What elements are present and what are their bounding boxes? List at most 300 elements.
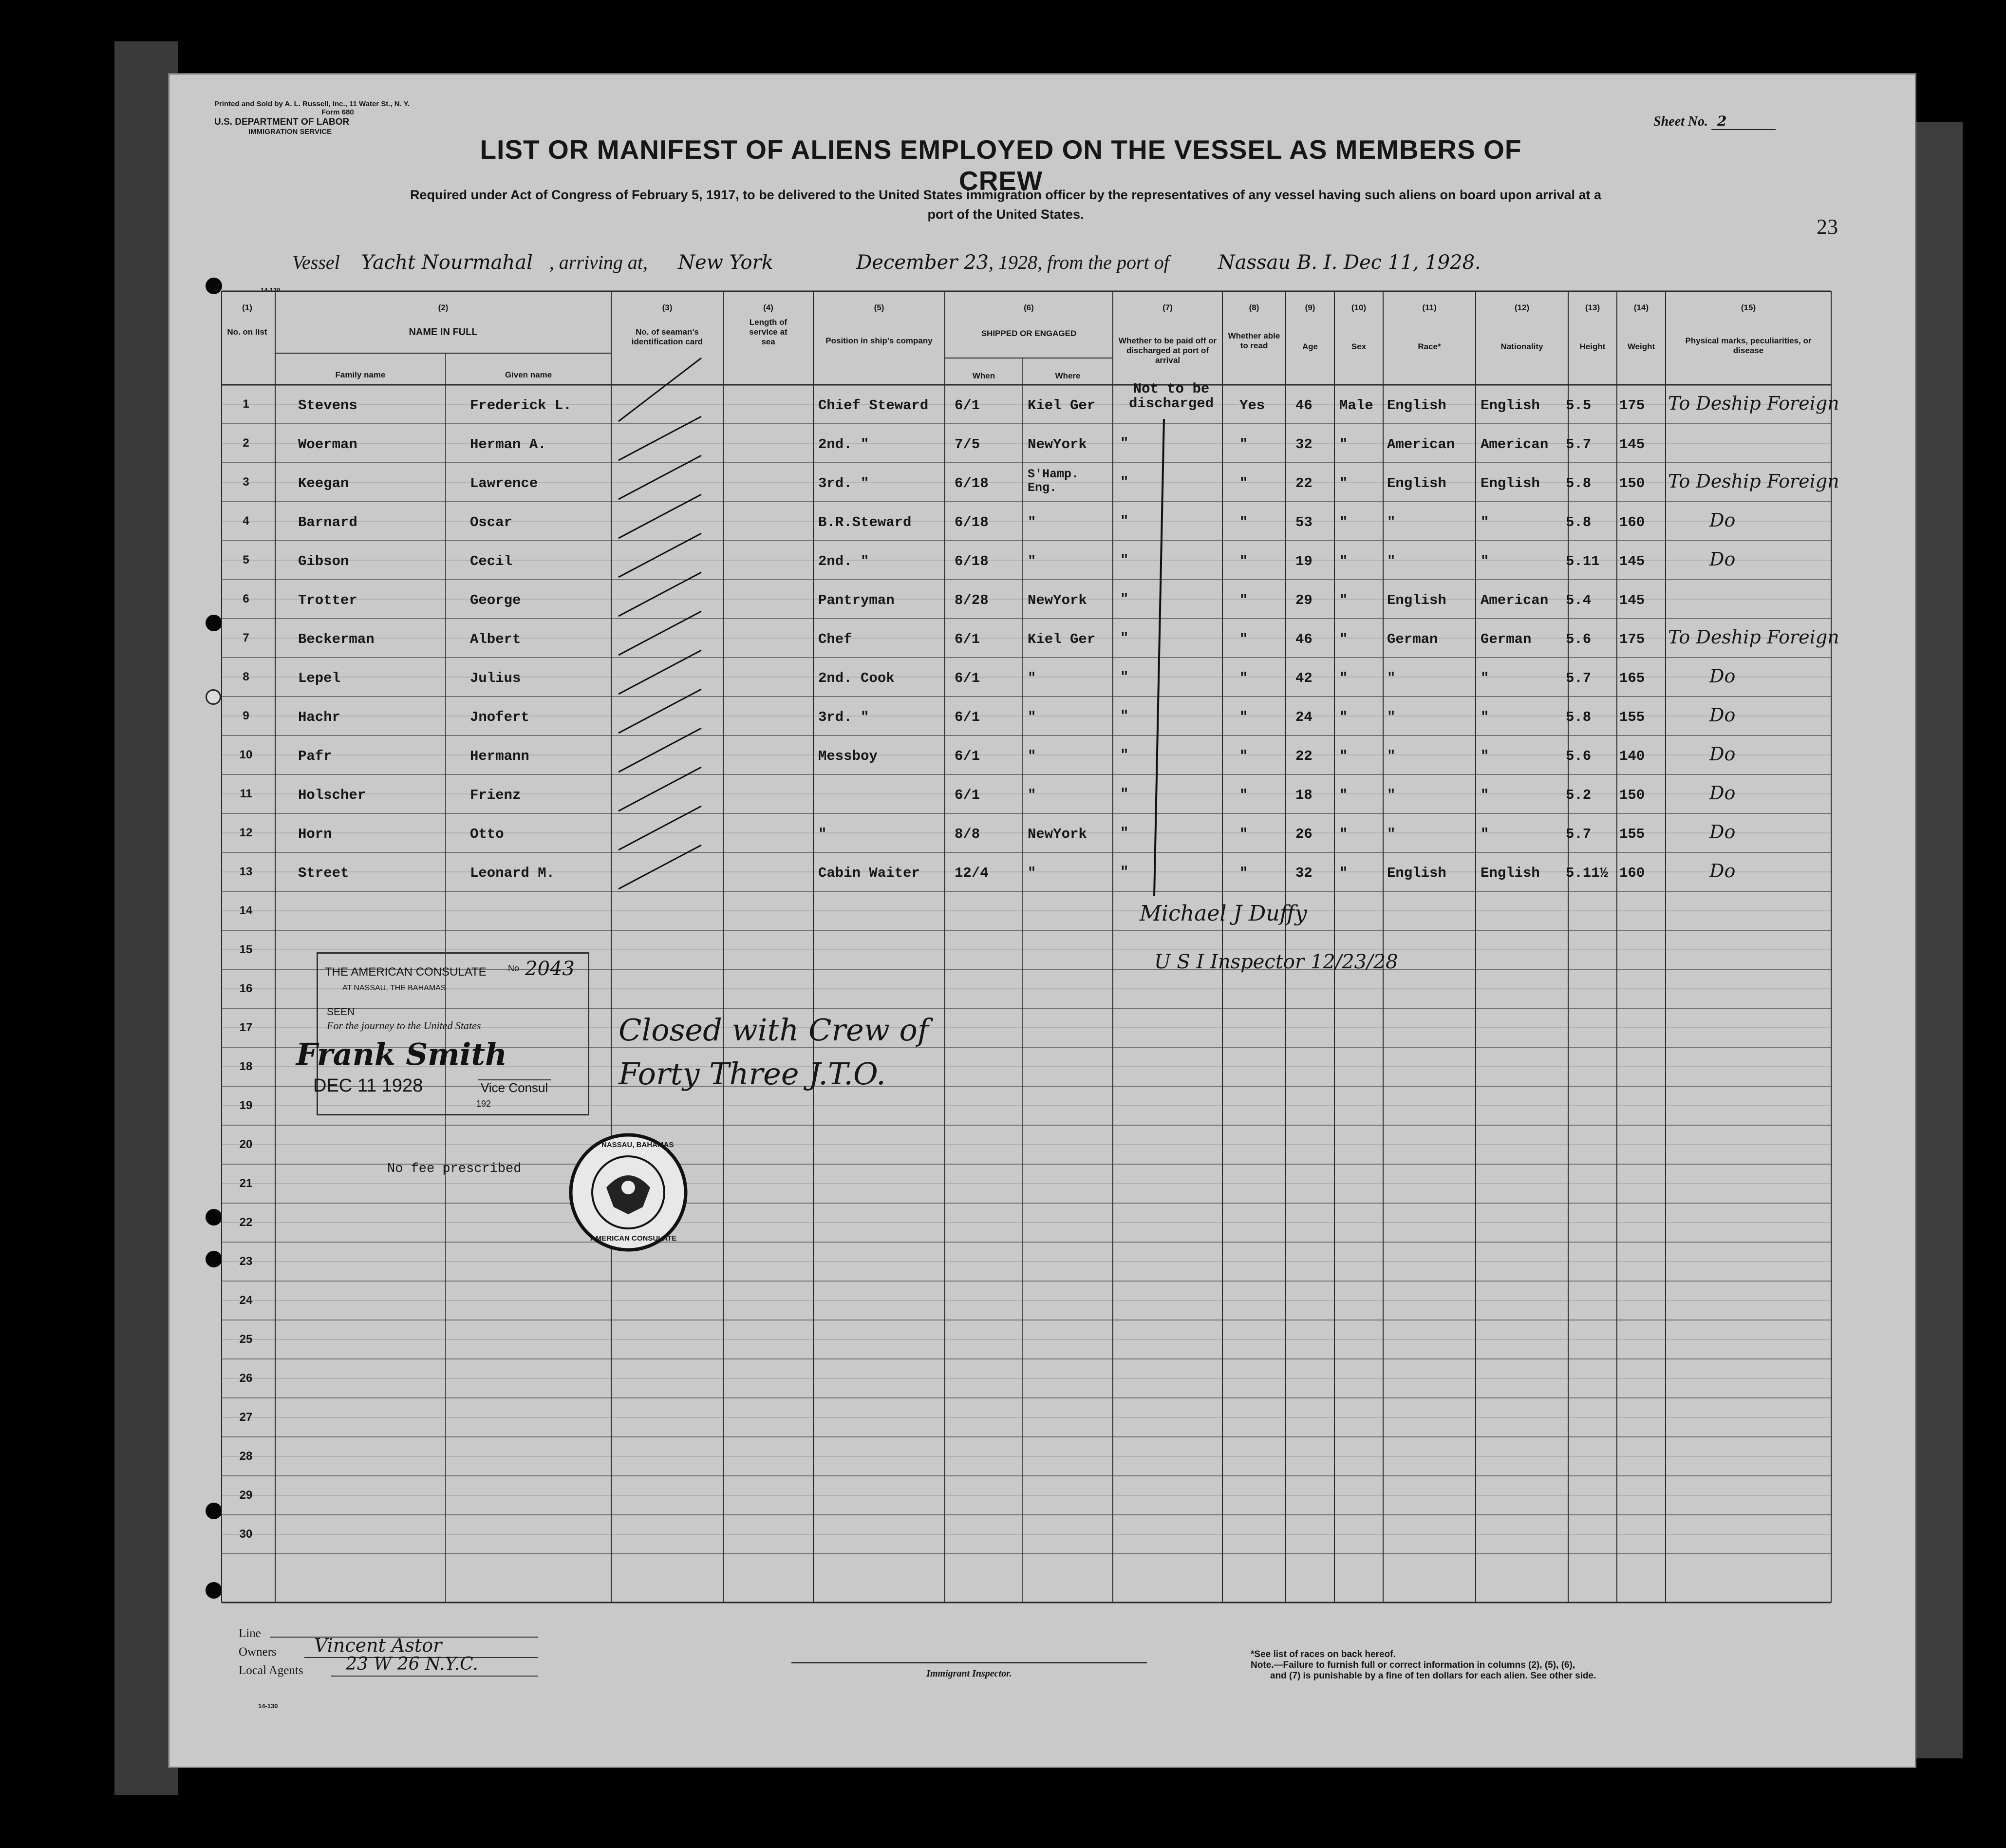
given-name: Albert (470, 631, 521, 647)
family-name: Gibson (298, 553, 349, 569)
position: 2nd. " (818, 436, 869, 453)
family-name: Horn (298, 826, 332, 842)
row-number: 3 (243, 475, 249, 489)
race: German (1387, 631, 1438, 647)
col-15-number: (15) (1741, 303, 1756, 312)
able-to-read: " (1239, 787, 1248, 803)
col-11-number: (11) (1422, 303, 1437, 312)
row-number: 10 (239, 748, 253, 761)
physical-marks: To Deship Foreign (1668, 393, 1839, 414)
given-name: George (470, 592, 521, 608)
col-8-number: (8) (1249, 303, 1259, 312)
arrival-date: December 23 (856, 251, 989, 274)
weight: 140 (1619, 748, 1645, 764)
paid-off: " (1120, 630, 1129, 646)
position: Cabin Waiter (818, 865, 920, 881)
physical-marks: Do (1709, 704, 1736, 726)
shipped-when: 6/18 (955, 475, 989, 491)
footer-left (239, 1624, 303, 1680)
physical-marks: Do (1709, 743, 1736, 765)
weight: 155 (1619, 826, 1645, 842)
height: 5.8 (1566, 709, 1592, 725)
race: American (1387, 436, 1455, 453)
given-name: Frienz (470, 787, 521, 803)
able-to-read: " (1239, 748, 1248, 764)
family-name: Trotter (298, 592, 357, 608)
age: 22 (1295, 748, 1312, 764)
sheet-label: Sheet No. (1653, 114, 1708, 129)
given-name: Lawrence (470, 475, 538, 491)
given-name: Otto (470, 826, 504, 842)
given-name: Cecil (470, 553, 513, 569)
from-label: , from the port of (1037, 251, 1169, 273)
physical-marks: Do (1709, 548, 1736, 570)
row-number: 21 (239, 1177, 253, 1190)
height: 5.7 (1566, 436, 1592, 453)
physical-marks: Do (1709, 782, 1736, 804)
race: " (1387, 787, 1396, 803)
line-value-line (270, 1637, 538, 1638)
grid-line (619, 455, 701, 499)
grid-line (619, 845, 701, 889)
arrival-port: New York (678, 251, 773, 274)
page-number: 23 (1817, 215, 1838, 239)
nationality: German (1481, 631, 1532, 647)
nationality: " (1481, 709, 1489, 725)
col-15-header: Physical marks, peculiarities, or disease (1685, 336, 1812, 355)
col-1-header: No. on list (227, 327, 267, 337)
col-6-header: SHIPPED OR ENGAGED (981, 329, 1077, 338)
footer-notes (1251, 1649, 1596, 1681)
weight: 175 (1619, 397, 1645, 414)
height: 5.8 (1566, 514, 1592, 530)
position: " (818, 826, 827, 842)
able-to-read: " (1239, 592, 1248, 608)
consulate-stamp (296, 952, 589, 1115)
agents-value-line (331, 1654, 538, 1677)
nationality: English (1481, 865, 1540, 881)
col-12-header: Nationality (1500, 342, 1543, 351)
grid-line (619, 728, 701, 772)
race: " (1387, 748, 1396, 764)
arrival-year: , 1928 (989, 251, 1037, 273)
height: 5.7 (1566, 826, 1592, 842)
weight: 150 (1619, 475, 1645, 491)
shipped-where: Kiel Ger (1028, 631, 1096, 647)
sex: " (1339, 865, 1348, 881)
sex: " (1339, 475, 1348, 491)
grid-line (619, 358, 701, 421)
col-6a-header: When (972, 371, 995, 380)
able-to-read: " (1239, 514, 1248, 530)
col-13-header: Height (1579, 342, 1606, 351)
nationality: American (1481, 592, 1549, 608)
able-to-read: " (1239, 475, 1248, 491)
paid-off: " (1120, 435, 1129, 452)
paid-off: Not to be discharged (1128, 381, 1214, 412)
row-number: 11 (240, 787, 252, 800)
row-number: 14 (239, 904, 253, 917)
sex: " (1339, 748, 1348, 764)
shipped-when: 8/8 (955, 826, 980, 842)
shipped-where: " (1028, 670, 1036, 686)
height: 5.6 (1566, 631, 1592, 647)
sex: " (1339, 826, 1348, 842)
form-title: LIST OR MANIFEST OF ALIENS EMPLOYED ON THE VESSEL AS MEMBERS OF CREW (480, 134, 1522, 196)
shipped-where: " (1028, 748, 1036, 764)
position: B.R.Steward (818, 514, 912, 530)
col-2-number: (2) (438, 303, 449, 312)
col-11-header: Race* (1418, 342, 1441, 351)
grid-line (619, 806, 701, 850)
physical-marks: To Deship Foreign (1668, 626, 1839, 648)
row-number: 20 (239, 1138, 253, 1151)
stamp-number-label: No (508, 963, 520, 973)
vessel-name: Yacht Nourmahal (361, 251, 533, 274)
position: Chief Steward (818, 397, 929, 414)
race: English (1387, 865, 1446, 881)
col-5-header: Position in ship's company (825, 336, 933, 345)
stamp-purpose: For the journey to the United States (327, 1019, 481, 1032)
race: " (1387, 826, 1396, 842)
row-number: 29 (239, 1489, 253, 1502)
immigrant-inspector-label: Immigrant Inspector. (926, 1668, 1012, 1679)
nationality: " (1481, 748, 1489, 764)
age: 46 (1295, 631, 1312, 647)
stamp-consul-title: Vice Consul (478, 1079, 551, 1095)
given-name: Herman A. (470, 436, 546, 453)
service: IMMIGRATION SERVICE (248, 128, 332, 136)
fee-note: No fee prescribed (387, 1162, 522, 1176)
row-number: 24 (239, 1294, 253, 1307)
row-number: 30 (239, 1527, 253, 1541)
form-subtitle: Required under Act of Congress of February 5, 1917, to be delivered to the United States immigration officer by the representatives of any vessel having such aliens on board upon arrival at a (410, 188, 1602, 202)
sex: " (1339, 709, 1348, 725)
col-6b-header: Where (1055, 371, 1081, 380)
height: 5.8 (1566, 475, 1592, 491)
sex: " (1339, 787, 1348, 803)
row-number: 6 (243, 592, 249, 605)
col-8-header: Whether able to read (1228, 331, 1280, 350)
sex: " (1339, 631, 1348, 647)
paid-off: " (1120, 474, 1129, 490)
weight: 145 (1619, 553, 1645, 569)
row-number: 22 (239, 1216, 253, 1229)
shipped-when: 6/18 (955, 553, 989, 569)
col-14-number: (14) (1633, 303, 1649, 312)
position: 2nd. " (818, 553, 869, 569)
shipped-where: " (1028, 865, 1036, 881)
paid-off: " (1120, 513, 1129, 529)
given-name: Hermann (470, 748, 529, 764)
weight: 160 (1619, 865, 1645, 881)
row-number: 4 (243, 514, 249, 528)
weight: 155 (1619, 709, 1645, 725)
weight: 160 (1619, 514, 1645, 530)
arriving-label: , arriving at, (549, 251, 648, 273)
col-4-header: Length of service at sea (749, 318, 787, 346)
race: English (1387, 475, 1446, 491)
height: 5.2 (1566, 787, 1592, 803)
closed-note-line-2: Forty Three J.T.O. (619, 1056, 886, 1092)
col-10-number: (10) (1351, 303, 1367, 312)
shipped-where: NewYork (1028, 436, 1087, 453)
shipped-where: " (1028, 514, 1036, 530)
grid-line (619, 572, 701, 616)
age: 24 (1295, 709, 1312, 725)
physical-marks: Do (1709, 665, 1736, 687)
sex: " (1339, 670, 1348, 686)
grid-line (619, 767, 701, 811)
row-number: 1 (243, 397, 249, 411)
col-3-number: (3) (662, 303, 673, 312)
able-to-read: " (1239, 709, 1248, 725)
row-number: 12 (239, 826, 253, 839)
row-number: 9 (243, 709, 249, 722)
departure-port: Nassau B. I. Dec 11, 1928. (1218, 251, 1481, 274)
stamp-seen: SEEN (327, 1006, 355, 1018)
race: " (1387, 514, 1396, 530)
physical-marks: Do (1709, 821, 1736, 843)
col-6-number: (6) (1024, 303, 1034, 312)
printer-form: Form 680 (321, 108, 354, 116)
grid-line (619, 611, 701, 655)
shipped-when: 12/4 (955, 865, 989, 881)
row-number: 2 (243, 436, 249, 450)
position: Chef (818, 631, 852, 647)
nationality: " (1481, 787, 1489, 803)
form-code-top: 14-130 (261, 286, 281, 294)
shipped-where: " (1028, 553, 1036, 569)
family-name: Holscher (298, 787, 366, 803)
age: 18 (1295, 787, 1312, 803)
able-to-read: " (1239, 436, 1248, 453)
col-10-header: Sex (1351, 342, 1367, 351)
row-number: 18 (239, 1060, 253, 1073)
weight: 145 (1619, 436, 1645, 453)
given-name: Julius (470, 670, 521, 686)
shipped-when: 6/1 (955, 631, 980, 647)
physical-marks: To Deship Foreign (1668, 471, 1839, 492)
height: 5.6 (1566, 748, 1592, 764)
row-number: 28 (239, 1450, 253, 1463)
age: 46 (1295, 397, 1312, 414)
position: 2nd. Cook (818, 670, 895, 686)
inspector-title-date: U S I Inspector 12/23/28 (1154, 951, 1398, 973)
paid-off: " (1120, 669, 1129, 685)
col-14-header: Weight (1627, 342, 1655, 351)
col-2-header: NAME IN FULL (409, 327, 478, 338)
printer-line: Printed and Sold by A. L. Russell, Inc., 11 Water St., N. Y. (214, 100, 410, 108)
age: 19 (1295, 553, 1312, 569)
footer-line-label: Line (239, 1627, 261, 1640)
race: " (1387, 670, 1396, 686)
form-subtitle-2: port of the United States. (927, 207, 1084, 222)
row-number: 5 (243, 553, 249, 566)
age: 32 (1295, 865, 1312, 881)
shipped-when: 6/1 (955, 397, 980, 414)
nationality: English (1481, 397, 1540, 414)
race: " (1387, 709, 1396, 725)
paid-off: " (1120, 591, 1129, 607)
row-number: 17 (239, 1021, 253, 1034)
col-3-header: No. of seaman's identification card (631, 327, 703, 346)
col-12-number: (12) (1514, 303, 1530, 312)
physical-marks: Do (1709, 509, 1736, 531)
nationality: " (1481, 553, 1489, 569)
shipped-where: NewYork (1028, 826, 1087, 842)
col-9-number: (9) (1305, 303, 1315, 312)
col-13-number: (13) (1585, 303, 1600, 312)
penalty-note: Note.—Failure to furnish full or correct information in columns (2), (5), (6), (1251, 1660, 1575, 1670)
family-name: Keegan (298, 475, 349, 491)
footer-agents-label: Local Agents (239, 1664, 303, 1677)
row-number: 27 (239, 1411, 253, 1424)
shipped-when: 6/1 (955, 787, 980, 803)
footer-owners-value: Vincent Astor (314, 1635, 442, 1656)
row-number: 25 (239, 1333, 253, 1346)
paid-off: " (1120, 708, 1129, 724)
col-4-number: (4) (763, 303, 773, 312)
position: 3rd. " (818, 709, 869, 725)
position: Messboy (818, 748, 878, 764)
shipped-when: 8/28 (955, 592, 989, 608)
consulate-seal (565, 1129, 692, 1256)
races-note: *See list of races on back hereof. (1251, 1649, 1396, 1659)
position: Pantryman (818, 592, 895, 608)
able-to-read: " (1239, 670, 1248, 686)
age: 32 (1295, 436, 1312, 453)
sex: " (1339, 592, 1348, 608)
paid-off: " (1120, 864, 1129, 880)
stamp-location: AT NASSAU, THE BAHAMAS (342, 984, 446, 992)
weight: 165 (1619, 670, 1645, 686)
race: English (1387, 397, 1446, 414)
grid-line (619, 533, 701, 577)
paid-off: " (1120, 825, 1129, 841)
family-name: Stevens (298, 397, 357, 414)
given-name: Oscar (470, 514, 513, 530)
stamp-header: THE AMERICAN CONSULATE (325, 965, 487, 979)
col-5-number: (5) (874, 303, 884, 312)
family-name: Woerman (298, 436, 357, 453)
height: 5.4 (1566, 592, 1592, 608)
able-to-read: " (1239, 865, 1248, 881)
paid-off: " (1120, 747, 1129, 763)
family-name: Street (298, 865, 349, 881)
age: 22 (1295, 475, 1312, 491)
given-name: Frederick L. (470, 397, 572, 414)
race: " (1387, 553, 1396, 569)
sex: " (1339, 436, 1348, 453)
physical-marks: Do (1709, 860, 1736, 882)
family-name: Pafr (298, 748, 332, 764)
row-number: 13 (239, 865, 253, 878)
vessel-label: Vessel (292, 251, 340, 273)
shipped-where: " (1028, 709, 1036, 725)
able-to-read: " (1239, 826, 1248, 842)
shipped-when: 6/1 (955, 709, 980, 725)
able-to-read: Yes (1239, 397, 1265, 414)
nationality: " (1481, 670, 1489, 686)
age: 26 (1295, 826, 1312, 842)
row-number: 23 (239, 1255, 253, 1268)
row-number: 16 (239, 982, 253, 995)
col-9-header: Age (1302, 342, 1318, 351)
seal-text-bottom: AMERICAN CONSULATE (590, 1234, 677, 1243)
weight: 150 (1619, 787, 1645, 803)
seal-text-top: NASSAU, BAHAMAS (601, 1141, 674, 1149)
col-2b-header: Given name (505, 370, 552, 379)
sheet-value: 2 (1711, 113, 1776, 130)
age: 53 (1295, 514, 1312, 530)
stamp-number: 2043 (525, 958, 575, 980)
shipped-when: 6/1 (955, 748, 980, 764)
sex: Male (1339, 397, 1373, 414)
height: 5.11 (1566, 553, 1600, 569)
sex: " (1339, 514, 1348, 530)
nationality: " (1481, 514, 1489, 530)
col-2a-header: Family name (335, 370, 386, 379)
nationality: English (1481, 475, 1540, 491)
penalty-note-2: and (7) is punishable by a fine of ten dollars for each alien. See other side. (1270, 1671, 1596, 1681)
weight: 145 (1619, 592, 1645, 608)
row-number: 8 (243, 670, 249, 683)
stamp-year-stub: 192 (476, 1099, 491, 1109)
department: U.S. DEPARTMENT OF LABOR (214, 117, 350, 127)
paid-off: " (1120, 786, 1129, 802)
shipped-where: S'Hamp. Eng. (1028, 467, 1079, 495)
shipped-when: 6/1 (955, 670, 980, 686)
family-name: Barnard (298, 514, 357, 530)
inspector-signature-line (791, 1662, 1147, 1663)
grid-line (619, 494, 701, 538)
nationality: " (1481, 826, 1489, 842)
age: 42 (1295, 670, 1312, 686)
sex: " (1339, 553, 1348, 569)
grid-line (619, 650, 701, 694)
shipped-where: " (1028, 787, 1036, 803)
weight: 175 (1619, 631, 1645, 647)
footer-agents-value: 23 W 26 N.Y.C. (346, 1654, 478, 1674)
row-number: 7 (243, 631, 249, 644)
family-name: Lepel (298, 670, 341, 686)
race: English (1387, 592, 1446, 608)
col-7-number: (7) (1162, 303, 1173, 312)
given-name: Leonard M. (470, 865, 555, 881)
height: 5.7 (1566, 670, 1592, 686)
row-number: 15 (239, 943, 253, 956)
paid-off: " (1120, 552, 1129, 568)
stamp-date: DEC 11 1928 (313, 1075, 423, 1096)
col-1-number: (1) (242, 303, 252, 312)
shipped-when: 7/5 (955, 436, 980, 453)
row-number: 19 (239, 1099, 253, 1112)
footer-owners-label: Owners (239, 1645, 277, 1659)
closed-note-line-1: Closed with Crew of (619, 1012, 929, 1048)
shipped-where: Kiel Ger (1028, 397, 1096, 414)
inspector-signature: Michael J Duffy (1140, 901, 1307, 926)
family-name: Beckerman (298, 631, 375, 647)
col-7-header: Whether to be paid off or discharged at port of arrival (1118, 336, 1217, 365)
age: 29 (1295, 592, 1312, 608)
row-number: 26 (239, 1372, 253, 1385)
family-name: Hachr (298, 709, 341, 725)
form-code-bottom: 14-130 (258, 1702, 278, 1710)
grid-line (619, 689, 701, 733)
given-name: Jnofert (470, 709, 529, 725)
height: 5.11½ (1566, 865, 1609, 881)
